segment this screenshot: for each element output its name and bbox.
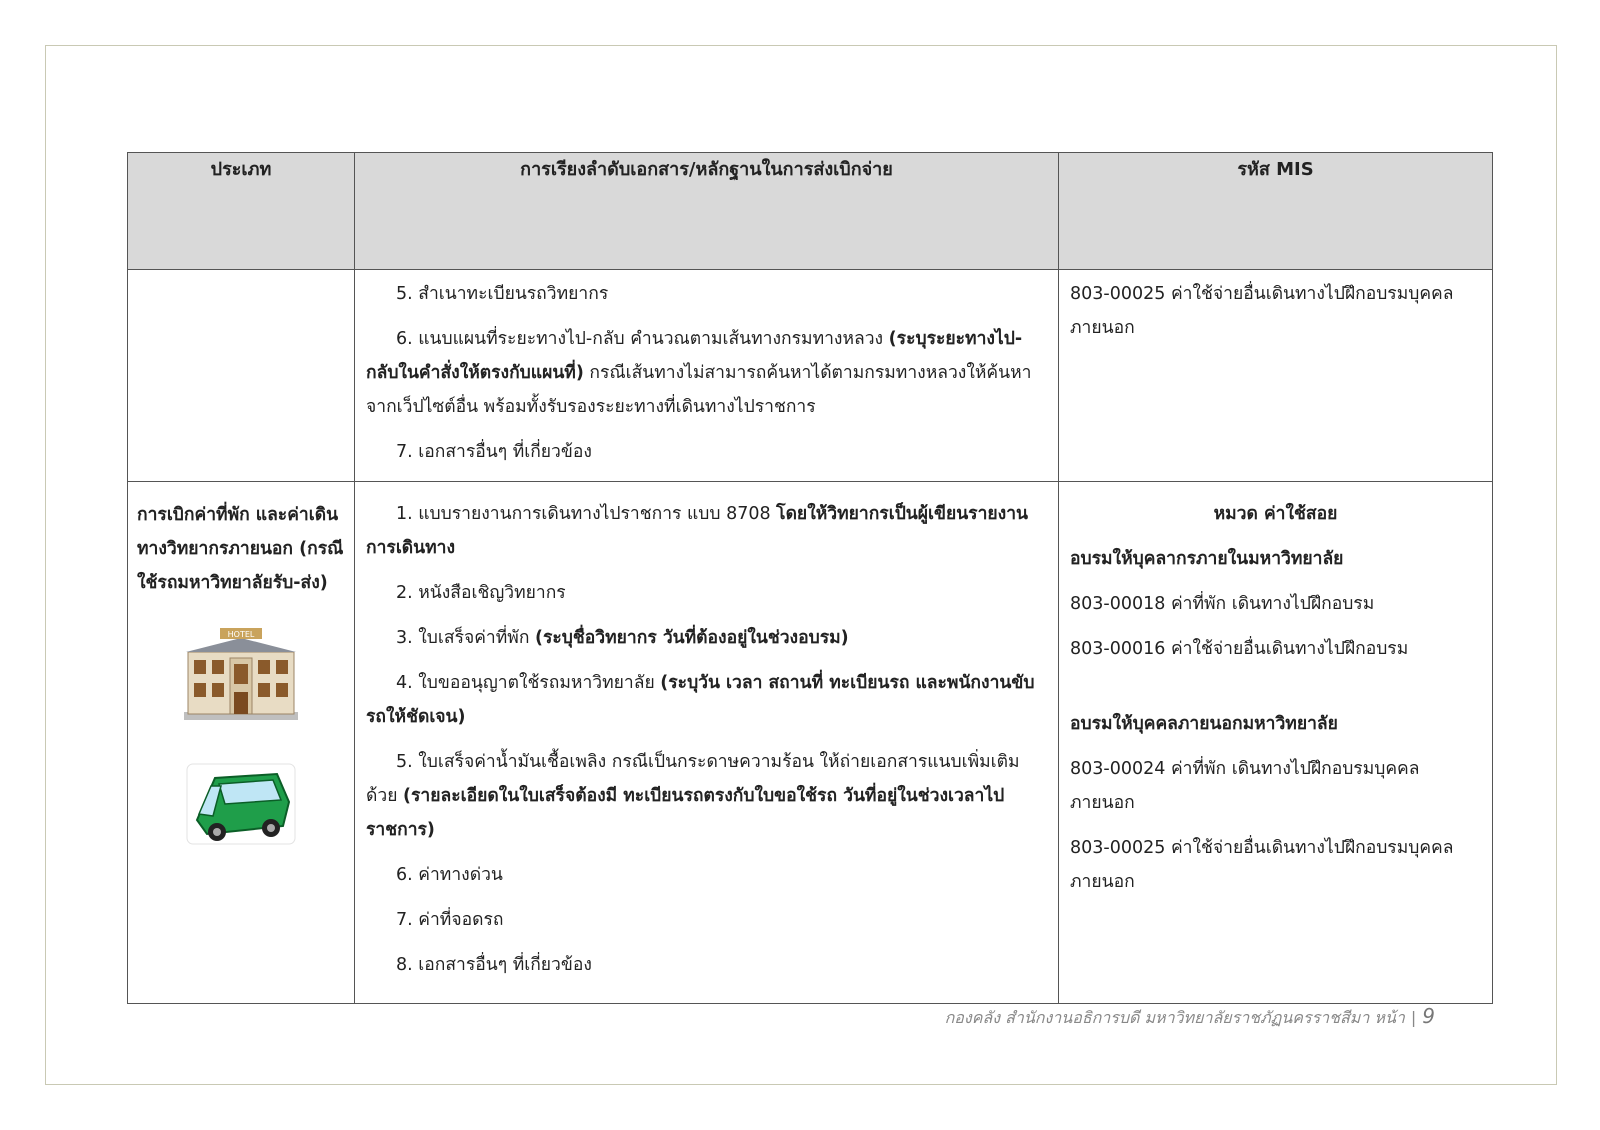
mis-code-line: 803-00018 ค่าที่พัก เดินทางไปฝึกอบรม	[1070, 594, 1375, 614]
hotel-sign: HOTEL	[227, 630, 255, 639]
list-item: 1. แบบรายงานการเดินทางไปราชการ แบบ 8708 โดยให้วิทยากรเป็นผู้เขียนรายงานการเดินทาง	[366, 504, 1028, 558]
header-documents: การเรียงลำดับเอกสาร/หลักฐานในการส่งเบิกจ่าย	[355, 153, 1059, 270]
mis-cell	[1059, 482, 1493, 1004]
footer-text: กองคลัง สำนักงานอธิการบดี มหาวิทยาลัยราชภัฏนครราชสีมา หน้า	[944, 1008, 1405, 1027]
mis-code-line: 803-00024 ค่าที่พัก เดินทางไปฝึกอบรมบุคคลภายนอก	[1070, 759, 1420, 813]
mis-cell	[1059, 270, 1493, 482]
list-item: 5. สำเนาทะเบียนรถวิทยากร	[396, 284, 609, 304]
mis-category-heading: หมวด ค่าใช้สอย	[1213, 504, 1338, 524]
list-item: 8. เอกสารอื่นๆ ที่เกี่ยวข้อง	[396, 955, 592, 975]
list-item: 4. ใบขออนุญาตใช้รถมหาวิทยาลัย (ระบุวัน เวลา สถานที่ ทะเบียนรถ และพนักงานขับรถให้ชัดเจน)	[366, 673, 1035, 727]
documents-cell	[355, 482, 1059, 1004]
page-number: 9	[1422, 1004, 1435, 1028]
type-label: การเบิกค่าที่พัก และค่าเดินทางวิทยากรภายนอก (กรณีใช้รถมหาวิทยาลัยรับ-ส่ง)	[137, 505, 344, 593]
header-type: ประเภท	[128, 153, 355, 270]
mis-group-title: อบรมให้บุคคลภายนอกมหาวิทยาลัย	[1070, 714, 1338, 734]
list-item: 2. หนังสือเชิญวิทยากร	[396, 583, 566, 603]
list-item: 7. ค่าที่จอดรถ	[396, 910, 504, 930]
list-item: 3. ใบเสร็จค่าที่พัก (ระบุชื่อวิทยากร วันที่ต้องอยู่ในช่วงอบรม)	[396, 628, 849, 648]
document-table	[127, 152, 1493, 1004]
mis-code-line: 803-00025 ค่าใช้จ่ายอื่นเดินทางไปฝึกอบรมบุคคลภายนอก	[1070, 838, 1454, 892]
mis-group-title: อบรมให้บุคลากรภายในมหาวิทยาลัย	[1070, 549, 1344, 569]
type-cell	[128, 482, 355, 1004]
page-footer	[945, 1004, 1435, 1031]
list-item: 7. เอกสารอื่นๆ ที่เกี่ยวข้อง	[396, 442, 592, 462]
van-icon	[185, 762, 297, 850]
type-cell	[128, 270, 355, 482]
header-mis-code: รหัส MIS	[1059, 153, 1493, 270]
mis-code-line: 803-00016 ค่าใช้จ่ายอื่นเดินทางไปฝึกอบรม	[1070, 639, 1409, 659]
type-label	[129, 271, 353, 286]
table-row	[128, 270, 1493, 482]
list-item: 6. แนบแผนที่ระยะทางไป-กลับ คำนวณตามเส้นทางกรมทางหลวง (ระบุระยะทางไป-กลับในคำสั่งให้ตรงกับแผนที่) กรณีเส้นทางไม่สามารถค้นหาได้ตามกรมทางหลวงให้ค้นหาจากเว็ปไซต์อื่น พร้อมทั้งรับรองระยะทางที่เดินทางไปราชการ	[366, 329, 1032, 417]
documents-cell	[355, 270, 1059, 482]
list-item: 6. ค่าทางด่วน	[396, 865, 503, 885]
table-row	[128, 482, 1493, 1004]
mis-code-line: 803-00025 ค่าใช้จ่ายอื่นเดินทางไปฝึกอบรมบุคคลภายนอก	[1070, 284, 1454, 338]
footer-separator: |	[1410, 1008, 1417, 1027]
list-item: 5. ใบเสร็จค่าน้ำมันเชื้อเพลิง กรณีเป็นกระดาษความร้อน ให้ถ่ายเอกสารแนบเพิ่มเติมด้วย (รายละเอียดในใบเสร็จต้องมี ทะเบียนรถตรงกับใบขอใช้รถ วันที่อยู่ในช่วงเวลาไปราชการ)	[366, 752, 1020, 840]
table-header-row	[128, 153, 1493, 270]
hotel-icon	[182, 628, 300, 724]
